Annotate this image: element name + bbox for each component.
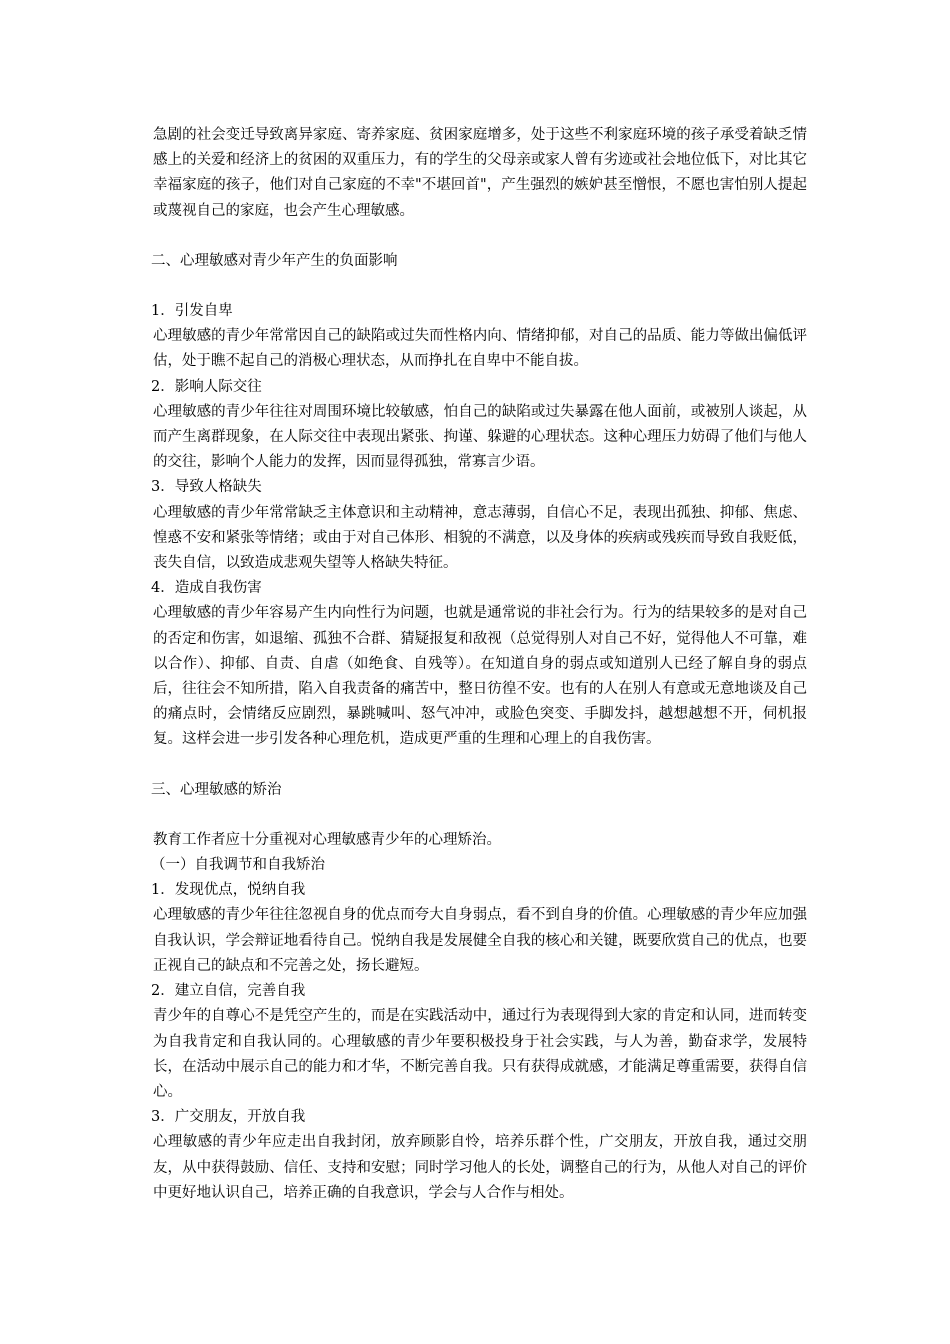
spacer [145,224,807,249]
spacer [145,274,807,299]
section-3-lead: 教育工作者应十分重视对心理敏感青少年的心理矫治。 [153,831,501,848]
section-2-item-1-heading: 1．引发自卑 [151,303,233,320]
spacer [145,753,807,778]
section-3-item-3-body: 心理敏感的青少年应走出自我封闭，放弃顾影自怜，培养乐群个性，广交朋友，开放自我，通过交朋友，从中获得鼓励、信任、支持和安慰；同时学习他人的长处，调整自己的行为，从他人对自己的评价中更好地认识自己，培养正确的自我意识，学会与人合作与相处。 [153,1134,807,1201]
intro-paragraph: 急剧的社会变迁导致离异家庭、寄养家庭、贫困家庭增多，处于这些不利家庭环境的孩子承受着缺乏情感上的关爱和经济上的贫困的双重压力，有的学生的父母亲或家人曾有劣迹或社会地位低下，对比其它幸福家庭的孩子，他们对自己家庭的不幸"不堪回首"，产生强烈的嫉妒甚至憎恨，不愿也害怕别人提起或蔑视自己的家庭，也会产生心理敏感。 [153,127,807,219]
section-3-title: 三、心理敏感的矫治 [151,781,282,798]
section-3-item-2-body: 青少年的自尊心不是凭空产生的，而是在实践活动中，通过行为表现得到大家的肯定和认同，进而转变为自我肯定和自我认同的。心理敏感的青少年要积极投身于社会实践，与人为善，勤奋求学，发展特长，在活动中展示自己的能力和才华，不断完善自我。只有获得成就感，才能满足尊重需要，获得自信心。 [153,1008,807,1100]
section-2-item-2-heading: 2．影响人际交往 [151,378,262,395]
document-page [145,123,807,1206]
section-2-item-3-body: 心理敏感的青少年常常缺乏主体意识和主动精神，意志薄弱，自信心不足，表现出孤独、抑郁、焦虑、惶惑不安和紧张等情绪；或由于对自己体形、相貌的不满意，以及身体的疾病或残疾而导致自我贬低，丧失自信，以致造成悲观失望等人格缺失特征。 [153,504,807,572]
section-2-item-4-body: 心理敏感的青少年容易产生内向性行为问题，也就是通常说的非社会行为。行为的结果较多的是对自己的否定和伤害，如退缩、孤独不合群、猜疑报复和敌视（总觉得别人对自己不好，觉得他人不可靠，难以合作）、抑郁、自责、自虐（如绝食、自残等）。在知道自身的弱点或知道别人已经了解自身的弱点后，往往会不知所措，陷入自我责备的痛苦中，整日彷徨不安。也有的人在别人有意或无意地谈及自己的痛点时，会情绪反应剧烈，暴跳喊叫、怒气冲冲，或脸色突变、手脚发抖，越想越想不开，伺机报复。这样会进一步引发各种心理危机，造成更严重的生理和心理上的自我伤害。 [153,605,807,748]
section-2-item-1-body: 心理敏感的青少年常常因自己的缺陷或过失而性格内向、情绪抑郁，对自己的品质、能力等做出偏低评估，处于瞧不起自己的消极心理状态，从而挣扎在自卑中不能自拔。 [153,328,807,370]
section-2-item-2-body: 心理敏感的青少年往往对周围环境比较敏感，怕自己的缺陷或过失暴露在他人面前，或被别人谈起，从而产生离群现象，在人际交往中表现出紧张、拘谨、躲避的心理状态。这种心理压力妨碍了他们与他人的交往，影响个人能力的发挥，因而显得孤独，常寡言少语。 [153,403,807,471]
section-2-item-4-heading: 4．造成自我伤害 [151,580,262,597]
section-3-item-3-heading: 3．广交朋友，开放自我 [151,1109,306,1126]
section-3-subsection-title: （一）自我调节和自我矫治 [151,857,325,874]
section-2-item-3-heading: 3．导致人格缺失 [151,479,262,496]
section-3-item-1-heading: 1．发现优点，悦纳自我 [151,882,306,899]
section-2-title: 二、心理敏感对青少年产生的负面影响 [151,252,398,269]
spacer [145,803,807,828]
section-3-item-1-body: 心理敏感的青少年往往忽视自身的优点而夸大自身弱点，看不到自身的价值。心理敏感的青少年应加强自我认识，学会辩证地看待自己。悦纳自我是发展健全自我的核心和关键，既要欣赏自己的优点，也要正视自己的缺点和不完善之处，扬长避短。 [153,907,807,974]
section-3-item-2-heading: 2．建立自信，完善自我 [151,983,306,1000]
